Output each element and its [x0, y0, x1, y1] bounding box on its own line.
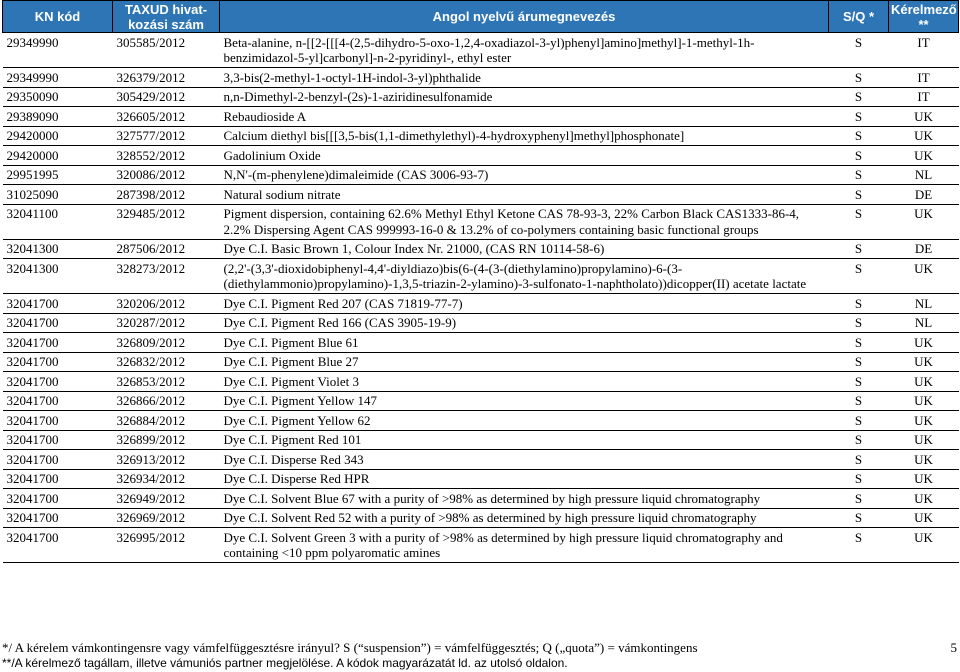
cell-requester: UK: [889, 146, 959, 166]
table-body: [3, 33, 959, 563]
cell-description: Dye C.I. Pigment Blue 61: [220, 333, 829, 353]
cell-sq: S: [829, 313, 889, 333]
table-row: [3, 239, 959, 259]
table-row: [3, 489, 959, 509]
cell-kn-code: 32041300: [3, 239, 113, 259]
cell-description: Dye C.I. Pigment Red 166 (CAS 3905-19-9): [220, 313, 829, 333]
cell-taxud-ref: 327577/2012: [113, 126, 220, 146]
cell-requester: UK: [889, 352, 959, 372]
cell-taxud-ref: 287506/2012: [113, 239, 220, 259]
cell-kn-code: 32041300: [3, 259, 113, 294]
cell-taxud-ref: 326884/2012: [113, 411, 220, 431]
cell-sq: S: [829, 352, 889, 372]
cell-requester: NL: [889, 165, 959, 185]
cell-kn-code: 32041100: [3, 204, 113, 239]
table-row: [3, 372, 959, 392]
cell-taxud-ref: 320287/2012: [113, 313, 220, 333]
cell-sq: S: [829, 259, 889, 294]
cell-taxud-ref: 329485/2012: [113, 204, 220, 239]
cell-sq: S: [829, 185, 889, 205]
cell-requester: IT: [889, 87, 959, 107]
cell-requester: UK: [889, 489, 959, 509]
cell-taxud-ref: 326969/2012: [113, 508, 220, 528]
cell-kn-code: 31025090: [3, 185, 113, 205]
cell-requester: UK: [889, 126, 959, 146]
cell-taxud-ref: 326949/2012: [113, 489, 220, 509]
cell-taxud-ref: 305429/2012: [113, 87, 220, 107]
table-row: [3, 87, 959, 107]
cell-kn-code: 32041700: [3, 313, 113, 333]
table-row: [3, 508, 959, 528]
cell-taxud-ref: 320086/2012: [113, 165, 220, 185]
cell-sq: S: [829, 165, 889, 185]
cell-taxud-ref: 305585/2012: [113, 33, 220, 68]
table-row: [3, 146, 959, 166]
cell-taxud-ref: 326832/2012: [113, 352, 220, 372]
cell-sq: S: [829, 87, 889, 107]
cell-description: Rebaudioside A: [220, 107, 829, 127]
cell-sq: S: [829, 33, 889, 68]
cell-requester: UK: [889, 430, 959, 450]
cell-taxud-ref: 326379/2012: [113, 68, 220, 88]
cell-requester: UK: [889, 259, 959, 294]
cell-description: Dye C.I. Disperse Red HPR: [220, 469, 829, 489]
table-row: [3, 391, 959, 411]
cell-kn-code: 32041700: [3, 508, 113, 528]
table-row: [3, 126, 959, 146]
cell-taxud-ref: 326899/2012: [113, 430, 220, 450]
tariff-table: [2, 0, 959, 563]
page-number: 5: [950, 640, 957, 655]
table-row: [3, 107, 959, 127]
cell-taxud-ref: 320206/2012: [113, 294, 220, 314]
cell-kn-code: 32041700: [3, 333, 113, 353]
cell-sq: S: [829, 489, 889, 509]
cell-description: Dye C.I. Solvent Blue 67 with a purity of >98% as determined by high pressure liquid chromatography: [220, 489, 829, 509]
cell-requester: DE: [889, 185, 959, 205]
table-row: [3, 185, 959, 205]
table-row: [3, 294, 959, 314]
table-row: [3, 528, 959, 563]
cell-description: Dye C.I. Basic Brown 1, Colour Index Nr. 21000, (CAS RN 10114-58-6): [220, 239, 829, 259]
cell-requester: UK: [889, 450, 959, 470]
table-row: [3, 411, 959, 431]
cell-description: Gadolinium Oxide: [220, 146, 829, 166]
cell-taxud-ref: 287398/2012: [113, 185, 220, 205]
table-row: [3, 204, 959, 239]
cell-requester: NL: [889, 294, 959, 314]
cell-kn-code: 32041700: [3, 528, 113, 563]
header-requester: Kérelmező **: [889, 1, 959, 33]
cell-requester: DE: [889, 239, 959, 259]
cell-taxud-ref: 326809/2012: [113, 333, 220, 353]
cell-taxud-ref: 326995/2012: [113, 528, 220, 563]
table-row: [3, 68, 959, 88]
cell-taxud-ref: 328273/2012: [113, 259, 220, 294]
cell-kn-code: 32041700: [3, 372, 113, 392]
cell-description: Calcium diethyl bis[[[3,5-bis(1,1-dimethylethyl)-4-hydroxyphenyl]methyl]phosphonate]: [220, 126, 829, 146]
header-sq: S/Q *: [829, 1, 889, 33]
cell-kn-code: 32041700: [3, 450, 113, 470]
cell-description: (2,2'-(3,3'-dioxidobiphenyl-4,4'-diyldiazo)bis(6-(4-(3-(diethylamino)propylamino)-6-(3-(diethylammonio)propylamino)-1,3,5-triazin-2-ylamino)-3-sulfonato-1-naphtholato))dicopper(II) acetate lactate: [220, 259, 829, 294]
cell-sq: S: [829, 333, 889, 353]
cell-description: Dye C.I. Disperse Red 343: [220, 450, 829, 470]
footnote-sq: */ A kérelem vámkontingensre vagy vámfelfüggesztésre irányul? S (“suspension”) = vámfelfüggesztés; Q („quota”) = vámkontingens: [2, 640, 698, 655]
cell-description: Pigment dispersion, containing 62.6% Methyl Ethyl Ketone CAS 78-93-3, 22% Carbon Black CAS1333-86-4, 2.2% Dispersing Agent CAS 999993-16-0 & 13.2% of co-polymers containing basic functional groups: [220, 204, 829, 239]
cell-taxud-ref: 326913/2012: [113, 450, 220, 470]
cell-description: Dye C.I. Pigment Red 207 (CAS 71819-77-7): [220, 294, 829, 314]
cell-requester: UK: [889, 469, 959, 489]
table-row: [3, 165, 959, 185]
cell-sq: S: [829, 126, 889, 146]
table-row: [3, 352, 959, 372]
cell-kn-code: 32041700: [3, 469, 113, 489]
cell-sq: S: [829, 391, 889, 411]
cell-description: Natural sodium nitrate: [220, 185, 829, 205]
cell-sq: S: [829, 294, 889, 314]
cell-requester: UK: [889, 508, 959, 528]
cell-description: Dye C.I. Pigment Yellow 147: [220, 391, 829, 411]
table-row: [3, 430, 959, 450]
cell-requester: UK: [889, 372, 959, 392]
table-row: [3, 450, 959, 470]
cell-requester: UK: [889, 107, 959, 127]
header-taxud-ref: TAXUD hivat-kozási szám: [113, 1, 220, 33]
cell-sq: S: [829, 372, 889, 392]
cell-sq: S: [829, 469, 889, 489]
cell-requester: IT: [889, 68, 959, 88]
cell-kn-code: 32041700: [3, 489, 113, 509]
cell-sq: S: [829, 528, 889, 563]
cell-taxud-ref: 326605/2012: [113, 107, 220, 127]
cell-sq: S: [829, 411, 889, 431]
cell-kn-code: 32041700: [3, 352, 113, 372]
cell-requester: UK: [889, 391, 959, 411]
table-row: [3, 469, 959, 489]
header-kn-code: KN kód: [3, 1, 113, 33]
table-row: [3, 33, 959, 68]
cell-sq: S: [829, 204, 889, 239]
table-header-row: [3, 1, 959, 33]
cell-description: Dye C.I. Pigment Red 101: [220, 430, 829, 450]
cell-kn-code: 29951995: [3, 165, 113, 185]
cell-description: n,n-Dimethyl-2-benzyl-(2s)-1-aziridinesulfonamide: [220, 87, 829, 107]
cell-sq: S: [829, 68, 889, 88]
cell-kn-code: 32041700: [3, 411, 113, 431]
cell-description: Dye C.I. Pigment Yellow 62: [220, 411, 829, 431]
cell-kn-code: 32041700: [3, 391, 113, 411]
cell-kn-code: 32041700: [3, 430, 113, 450]
cell-description: 3,3-bis(2-methyl-1-octyl-1H-indol-3-yl)phthalide: [220, 68, 829, 88]
cell-description: Dye C.I. Solvent Red 52 with a purity of >98% as determined by high pressure liquid chromatography: [220, 508, 829, 528]
cell-kn-code: 29420000: [3, 126, 113, 146]
cell-requester: NL: [889, 313, 959, 333]
table-row: [3, 313, 959, 333]
cell-description: Dye C.I. Solvent Green 3 with a purity of >98% as determined by high pressure liquid chromatography and containing <10 ppm polyaromatic amines: [220, 528, 829, 563]
cell-requester: UK: [889, 204, 959, 239]
cell-kn-code: 29349990: [3, 68, 113, 88]
cell-requester: UK: [889, 528, 959, 563]
cell-sq: S: [829, 508, 889, 528]
table-row: [3, 333, 959, 353]
cell-sq: S: [829, 146, 889, 166]
cell-description: Dye C.I. Pigment Blue 27: [220, 352, 829, 372]
cell-sq: S: [829, 450, 889, 470]
cell-kn-code: 32041700: [3, 294, 113, 314]
cell-kn-code: 29350090: [3, 87, 113, 107]
footnote-requester: **/A kérelmező tagállam, illetve vámuniós partner megjelölése. A kódok magyarázatát ld. az utolsó oldalon.: [2, 656, 568, 670]
cell-sq: S: [829, 430, 889, 450]
cell-sq: S: [829, 239, 889, 259]
cell-requester: UK: [889, 333, 959, 353]
cell-requester: UK: [889, 411, 959, 431]
cell-kn-code: 29349990: [3, 33, 113, 68]
cell-description: Dye C.I. Pigment Violet 3: [220, 372, 829, 392]
cell-taxud-ref: 326853/2012: [113, 372, 220, 392]
cell-kn-code: 29420000: [3, 146, 113, 166]
cell-description: Beta-alanine, n-[[2-[[[4-(2,5-dihydro-5-oxo-1,2,4-oxadiazol-3-yl)phenyl]amino]methyl]-1-methyl-1h-benzimidazol-5-yl]carbonyl]-n-2-pyridinyl-, ethyl ester: [220, 33, 829, 68]
table-row: [3, 259, 959, 294]
cell-taxud-ref: 326866/2012: [113, 391, 220, 411]
cell-requester: IT: [889, 33, 959, 68]
header-description: Angol nyelvű árumegnevezés: [220, 1, 829, 33]
cell-taxud-ref: 328552/2012: [113, 146, 220, 166]
cell-description: N,N'-(m-phenylene)dimaleimide (CAS 3006-93-7): [220, 165, 829, 185]
cell-kn-code: 29389090: [3, 107, 113, 127]
cell-sq: S: [829, 107, 889, 127]
cell-taxud-ref: 326934/2012: [113, 469, 220, 489]
